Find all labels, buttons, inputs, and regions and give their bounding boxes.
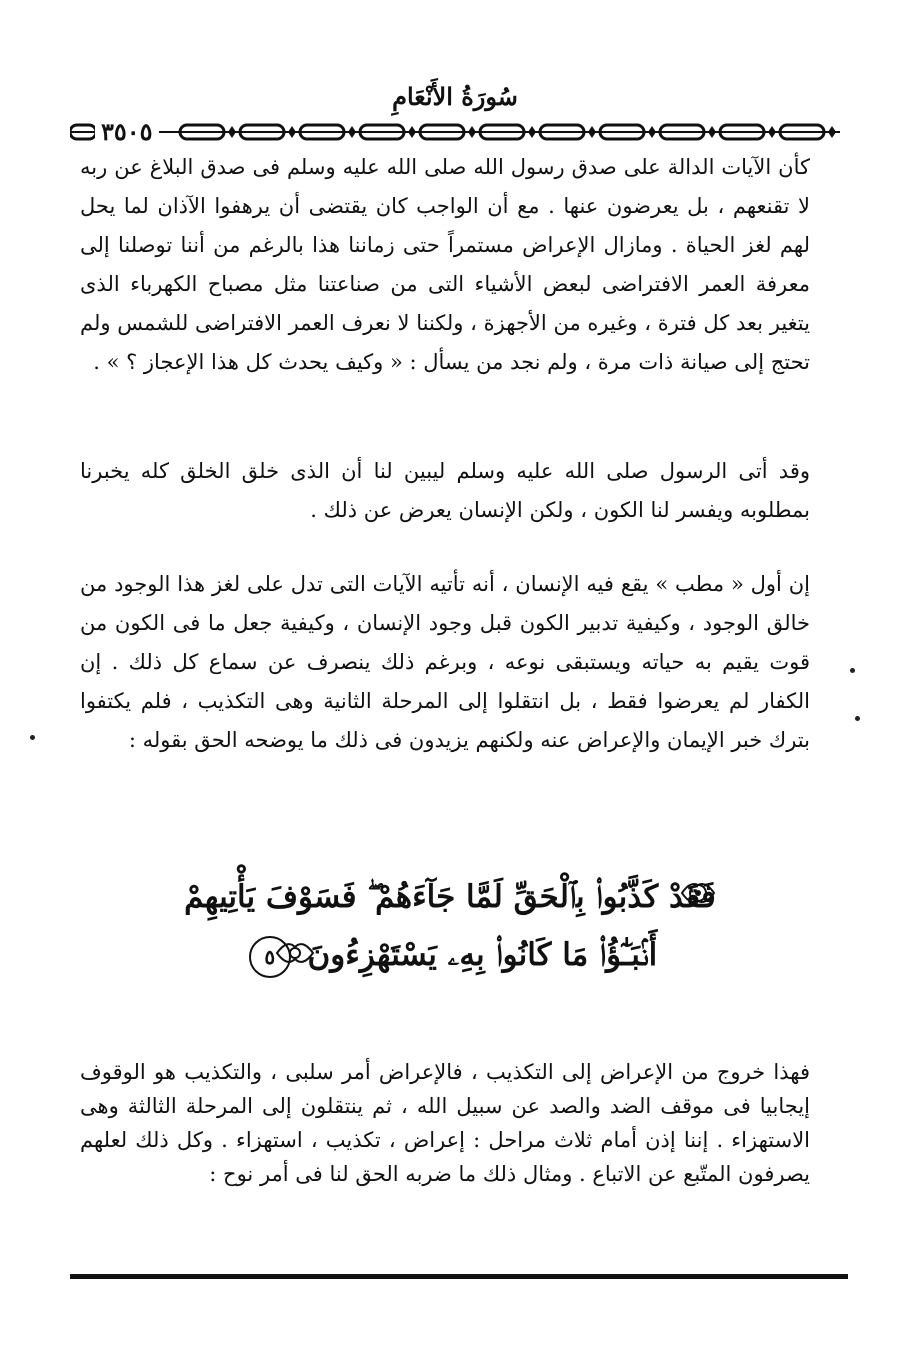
- verse-line-2-text: أَنۢبَـٰٓؤُا۟ مَا كَانُوا۟ بِهِۦ يَسْتَهْزِءُونَ: [307, 937, 658, 973]
- surah-title: سُورَةُ الأَنْعَامِ: [392, 82, 518, 111]
- verse-line-1: فَقَدْ كَذَّبُوا۟ بِٱلْحَقِّ لَمَّا جَآءَهُمْ ۖ فَسَوْفَ يَأْتِيهِمْ: [184, 879, 716, 915]
- verse-end-ornament-icon: [275, 935, 315, 971]
- paragraph-1: كأن الآيات الدالة على صدق رسول الله صلى الله عليه وسلم فى صدق البلاغ عن ربه لا تقنعهم ، بل يعرضون عنها . مع أن الواجب كان يقتضى أن يرهفوا الآذان لما يحل لهم لغز الحياة . ومازال الإعراض مستمراً حتى زماننا هذا بالرغم من أننا توصلنا إلى معرفة العمر الافتراضى لبعض الأشياء التى من صناعتنا مثل مصباح الكهرباء الذى يتغير بعد كل فترة ، وغيره من الأجهزة ، ولكننا لا نعرف العمر الافتراضى للشمس ولم تحتج إلى صيانة ذات مرة ، ولم نجد من يسأل : « وكيف يحدث كل هذا الإعجاز ؟ » .: [80, 155, 810, 374]
- paragraph-2: وقد أتى الرسول صلى الله عليه وسلم ليبين لنا أن الذى خلق الخلق كله يخبرنا بمطلوبه ويفسر لنا الكون ، ولكن الإنسان يعرض عن ذلك .: [80, 459, 810, 522]
- page-number: ٣٥٠٥: [95, 117, 159, 146]
- scan-speck: [855, 716, 860, 721]
- scan-speck: [30, 735, 35, 740]
- scan-speck: [850, 668, 855, 673]
- paragraph-4: فهذا خروج من الإعراض إلى التكذيب ، فالإعراض أمر سلبى ، والتكذيب هو الوقوف إيجابيا فى موقف الضد والصد عن سبيل الله ، ثم ينتقلون إلى المرحلة الثالثة وهى الاستهزاء . إننا إذن أمام ثلاث مراحل : إعراض ، تكذيب ، استهزاء . وكل ذلك لعلهم يصرفون المتّبع عن الاتباع . ومثال ذلك ما ضربه الحق لنا فى أمر نوح :: [80, 1060, 810, 1186]
- quran-verse: [180, 868, 720, 984]
- bottom-rule: [70, 1274, 848, 1279]
- paragraph-3: إن أول « مطب » يقع فيه الإنسان ، أنه تأتيه الآيات التى تدل على لغز هذا الوجود من خالق الوجود ، وكيفية تدبير الكون قبل وجود الإنسان ، وكيفية جعل ما فى الكون من قوت يقيم به حياته ويستبقى نوعه ، وبرغم ذلك ينصرف عن سماع كل ذلك . إن الكفار لم يعرضوا فقط ، بل انتقلوا إلى المرحلة الثانية وهى التكذيب ، فلم يكتفوا بترك خبر الإيمان والإعراض عنه ولكنهم يزيدون فى ذلك ما يوضحه الحق بقوله :: [80, 572, 810, 752]
- verse-line-2: [180, 926, 720, 984]
- verse-number-badge: ٥: [249, 936, 291, 978]
- ornamental-header-border: [70, 122, 840, 142]
